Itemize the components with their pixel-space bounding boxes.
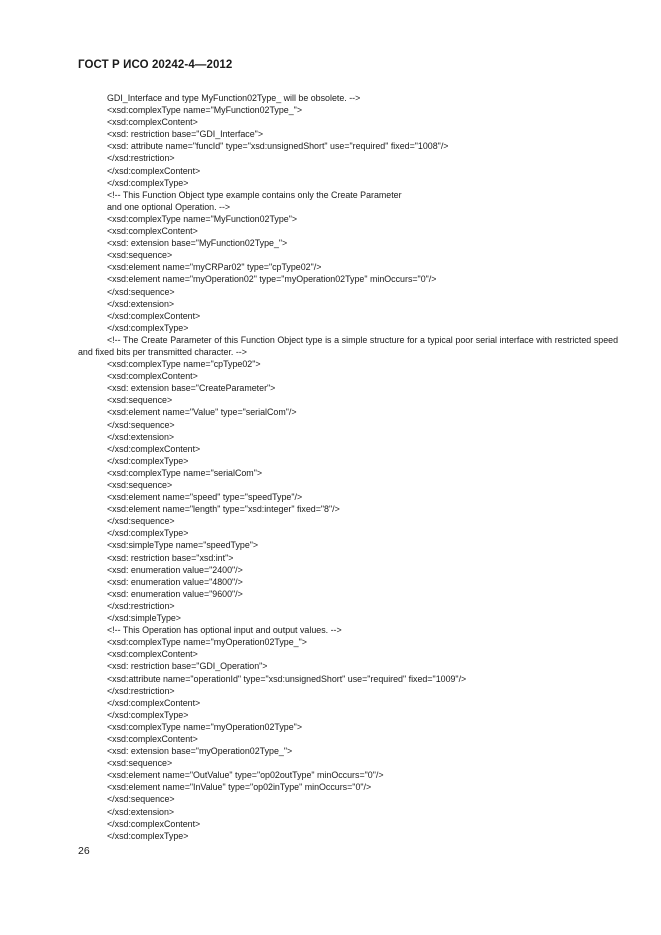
code-line: <!-- The Create Parameter of this Function Object type is a simple structure for a typical poor serial interface with restricted speed and fixed bits per transmitted character. --> bbox=[78, 334, 618, 357]
code-line: </xsd:complexType> bbox=[107, 177, 189, 188]
code-line: <xsd: enumeration value="2400"/> bbox=[107, 564, 243, 575]
code-line: <xsd:complexType name="myOperation02Type_"> bbox=[107, 637, 307, 648]
code-line: <xsd: enumeration value="4800"/> bbox=[107, 576, 243, 587]
code-line: </xsd:complexType> bbox=[107, 455, 189, 466]
page-number: 26 bbox=[78, 845, 90, 857]
code-line: <xsd: extension base="CreateParameter"> bbox=[107, 383, 276, 394]
code-line: <xsd:element name="Value" type="serialCom"/> bbox=[107, 407, 297, 418]
code-line: <xsd: attribute name="funcId" type="xsd:unsignedShort" use="required" fixed="1008"/> bbox=[107, 141, 449, 152]
code-line: </xsd:complexType> bbox=[107, 528, 189, 539]
code-line: <xsd: restriction base="xsd:int"> bbox=[107, 552, 234, 563]
code-line: <xsd:complexContent> bbox=[107, 117, 198, 128]
code-line: </xsd:complexContent> bbox=[107, 165, 201, 176]
page-header: ГОСТ Р ИСО 20242-4—2012 bbox=[78, 59, 233, 71]
code-line: <xsd:element name="OutValue" type="op02outType" minOccurs="0"/> bbox=[107, 770, 384, 781]
code-line: </xsd:complexType> bbox=[107, 322, 189, 333]
code-line: </xsd:complexContent> bbox=[107, 443, 201, 454]
code-line: <xsd:complexType name="cpType02"> bbox=[107, 359, 261, 370]
code-line: </xsd:sequence> bbox=[107, 794, 175, 805]
code-line: </xsd:restriction> bbox=[107, 153, 175, 164]
code-line: <xsd: extension base="MyFunction02Type_"> bbox=[107, 238, 288, 249]
code-line: <xsd:element name="myCRPar02" type="cpType02"/> bbox=[107, 262, 322, 273]
code-line: <xsd:complexContent> bbox=[107, 371, 198, 382]
code-line: </xsd:complexType> bbox=[107, 709, 189, 720]
code-line: <xsd:complexContent> bbox=[107, 649, 198, 660]
code-line: <xsd:sequence> bbox=[107, 758, 173, 769]
code-line: <xsd:attribute name="operationId" type="xsd:unsignedShort" use="required" fixed="1009"/> bbox=[107, 673, 467, 684]
code-line: </xsd:sequence> bbox=[107, 286, 175, 297]
code-line: <!-- This Function Object type example contains only the Create Parameter bbox=[107, 189, 402, 200]
code-line: </xsd:extension> bbox=[107, 431, 175, 442]
code-line: </xsd:complexType> bbox=[107, 830, 189, 841]
code-line: <!-- This Operation has optional input and output values. --> bbox=[107, 625, 342, 636]
code-line: </xsd:complexContent> bbox=[107, 818, 201, 829]
code-line: <xsd:complexType name="MyFunction02Type_"> bbox=[107, 105, 302, 116]
code-line: <xsd:element name="myOperation02" type="myOperation02Type" minOccurs="0"/> bbox=[107, 274, 437, 285]
code-line: <xsd:element name="InValue" type="op02inType" minOccurs="0"/> bbox=[107, 782, 372, 793]
code-line: <xsd:sequence> bbox=[107, 250, 173, 261]
code-line: </xsd:complexContent> bbox=[107, 310, 201, 321]
code-line: </xsd:restriction> bbox=[107, 600, 175, 611]
xml-schema-listing bbox=[78, 92, 618, 842]
code-line: <xsd:complexType name="myOperation02Type"> bbox=[107, 721, 302, 732]
code-line: and one optional Operation. --> bbox=[107, 201, 231, 212]
code-line: </xsd:extension> bbox=[107, 298, 175, 309]
code-line: </xsd:sequence> bbox=[107, 419, 175, 430]
code-line: <xsd:sequence> bbox=[107, 480, 173, 490]
code-line: </xsd:extension> bbox=[107, 806, 175, 817]
code-line: <xsd:sequence> bbox=[107, 395, 173, 406]
code-line: </xsd:sequence> bbox=[107, 516, 175, 527]
code-line: </xsd:complexContent> bbox=[107, 697, 201, 708]
code-line: <xsd:element name="speed" type="speedType"/> bbox=[107, 492, 303, 503]
code-line: </xsd:restriction> bbox=[107, 685, 175, 696]
code-line: <xsd: restriction base="GDI_Operation"> bbox=[107, 661, 268, 672]
code-line: <xsd: extension base="myOperation02Type_"> bbox=[107, 746, 293, 757]
code-line: GDI_Interface and type MyFunction02Type_ will be obsolete. --> bbox=[107, 93, 361, 103]
code-line: <xsd:complexType name="MyFunction02Type"> bbox=[107, 213, 298, 224]
code-line: <xsd:complexType name="serialCom"> bbox=[107, 467, 263, 478]
code-line: <xsd:complexContent> bbox=[107, 733, 198, 744]
code-line: <xsd:complexContent> bbox=[107, 226, 198, 237]
code-line: <xsd:element name="length" type="xsd:integer" fixed="8"/> bbox=[107, 504, 340, 515]
code-line: </xsd:simpleType> bbox=[107, 613, 181, 624]
code-line: <xsd: enumeration value="9600"/> bbox=[107, 588, 243, 599]
code-line: <xsd:simpleType name="speedType"> bbox=[107, 540, 259, 551]
code-line: <xsd: restriction base="GDI_Interface"> bbox=[107, 129, 264, 140]
